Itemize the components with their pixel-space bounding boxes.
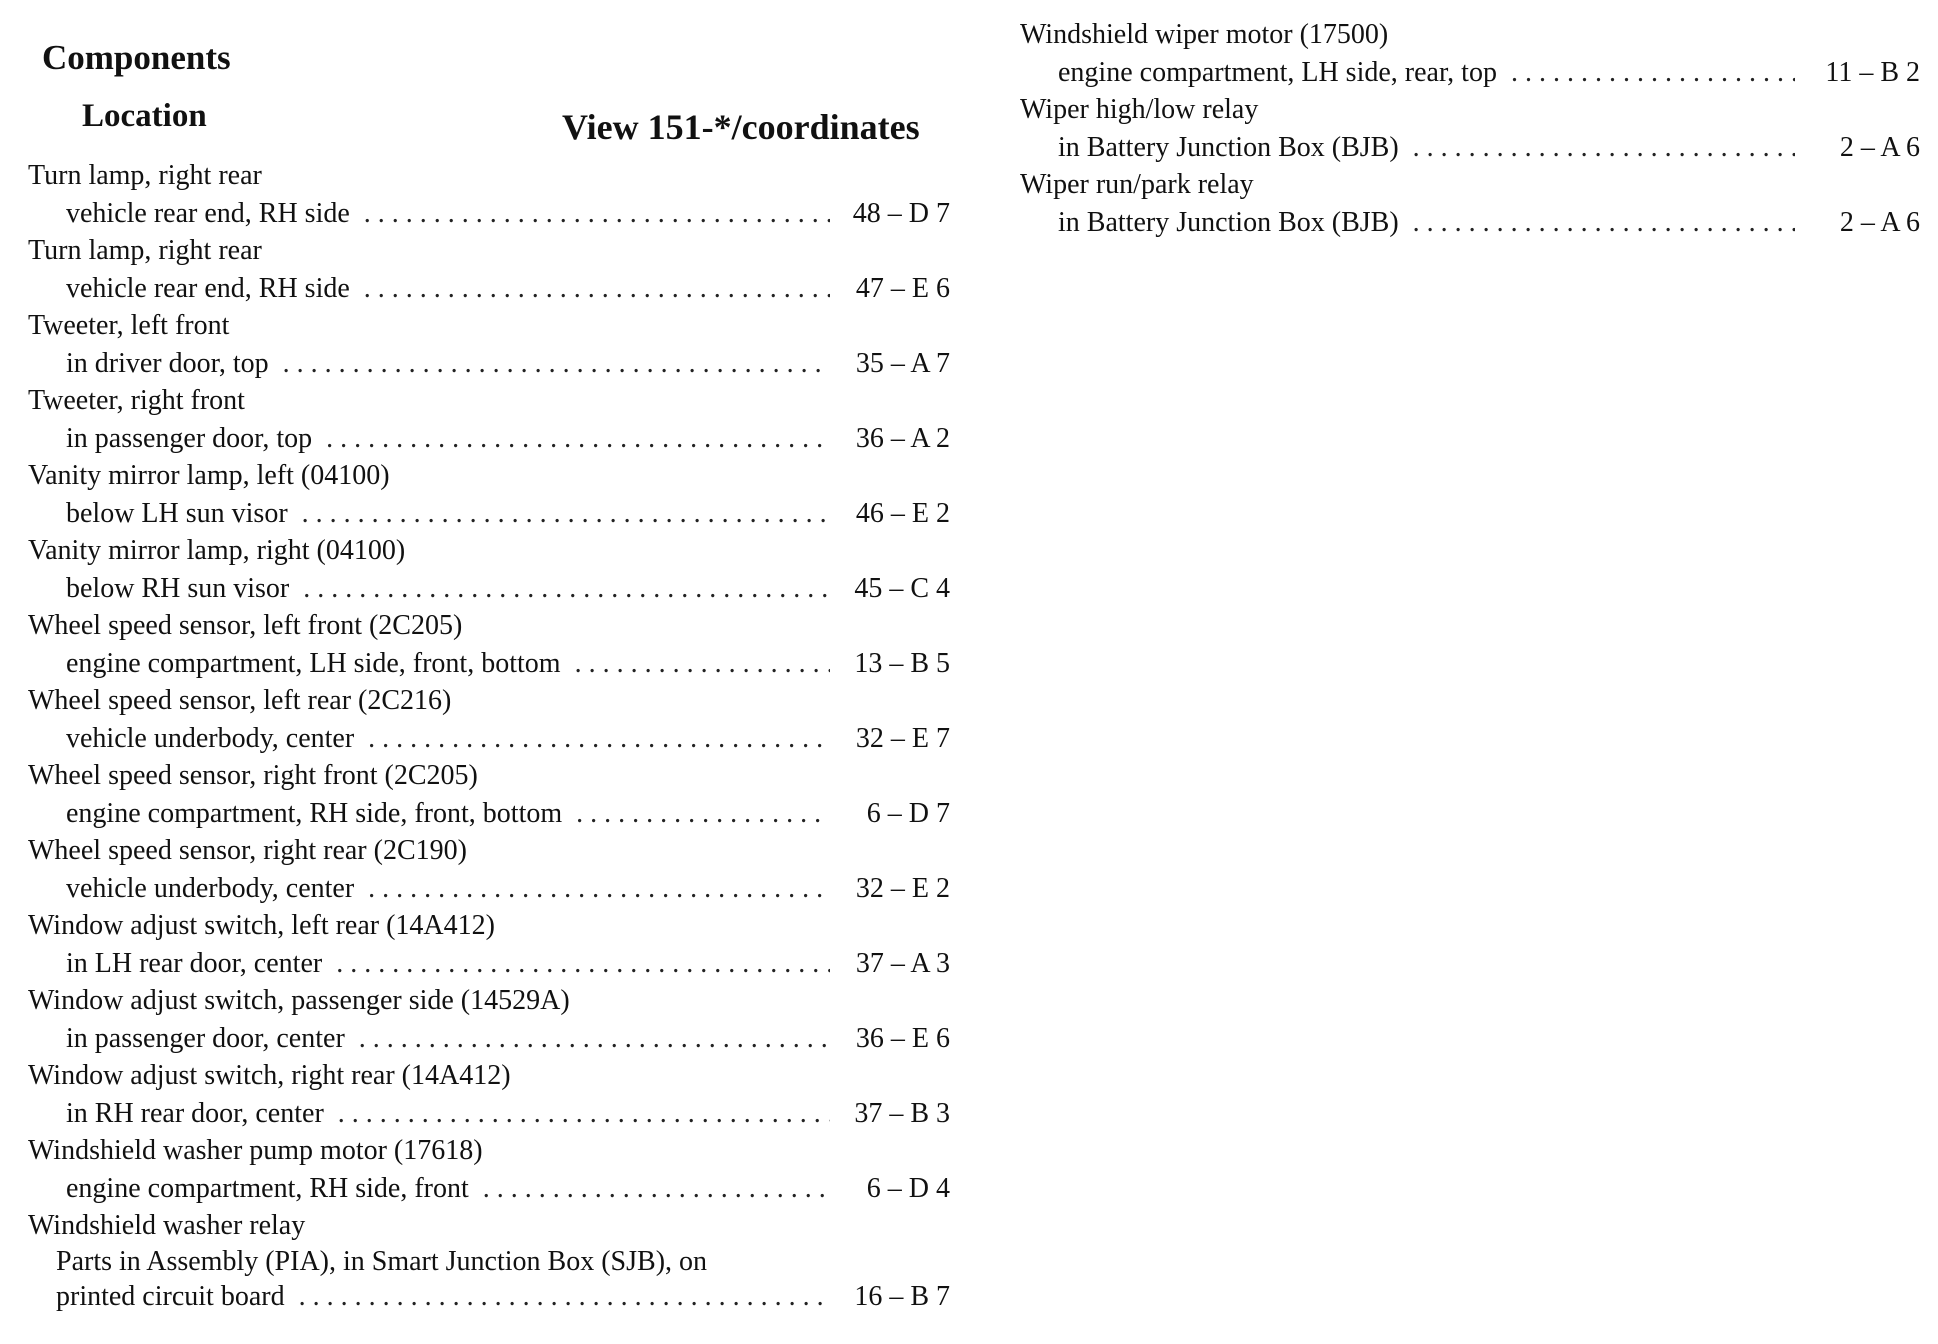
- location-description: in driver door, top: [66, 348, 269, 379]
- component-title: Wiper high/low relay: [1020, 94, 1259, 125]
- view-coordinate: 36 – A 2: [855, 423, 950, 454]
- component-title: Wheel speed sensor, left rear (2C216): [28, 685, 452, 716]
- component-title: Windshield washer pump motor (17618): [28, 1135, 483, 1166]
- location-line: [28, 570, 950, 607]
- dot-leader: [283, 345, 830, 382]
- component-entry: [1020, 91, 1920, 166]
- dot-leader: [1413, 129, 1795, 166]
- location-description: engine compartment, RH side, front: [66, 1173, 469, 1204]
- dot-leader: [359, 1020, 830, 1057]
- component-title: Turn lamp, right rear: [28, 160, 262, 191]
- component-title: Window adjust switch, passenger side (14529A): [28, 985, 570, 1016]
- component-entry: [28, 832, 950, 907]
- left-column: [28, 157, 950, 1315]
- location-description: in passenger door, center: [66, 1023, 345, 1054]
- component-entry: [28, 1057, 950, 1132]
- component-title: Wheel speed sensor, right rear (2C190): [28, 835, 467, 866]
- dot-leader: [368, 720, 830, 757]
- view-coordinate: 35 – A 7: [855, 348, 950, 379]
- location-line: [28, 195, 950, 232]
- component-title: Window adjust switch, right rear (14A412): [28, 1060, 511, 1091]
- component-entry: [28, 232, 950, 307]
- view-coordinate: 45 – C 4: [854, 573, 950, 604]
- dot-leader: [1413, 204, 1795, 241]
- component-entry: [28, 382, 950, 457]
- component-entry: [28, 307, 950, 382]
- location-description: engine compartment, RH side, front, bottom: [66, 798, 563, 829]
- view-coordinate: 32 – E 2: [855, 873, 950, 904]
- location-description: in RH rear door, center: [66, 1098, 324, 1129]
- component-entry: [28, 532, 950, 607]
- location-description: below LH sun visor: [66, 498, 288, 529]
- location-line: [28, 1020, 950, 1057]
- view-coordinate: 47 – E 6: [855, 273, 950, 304]
- location-description: printed circuit board: [56, 1281, 285, 1312]
- location-line: [28, 270, 950, 307]
- right-column: [1020, 16, 1920, 241]
- view-coordinate: 46 – E 2: [855, 498, 950, 529]
- view-coordinate: 13 – B 5: [854, 648, 950, 679]
- dot-leader: [483, 1170, 830, 1207]
- dot-leader: [336, 945, 830, 982]
- location-heading: Location: [82, 98, 207, 134]
- component-entry: [28, 457, 950, 532]
- component-title: Tweeter, left front: [28, 310, 230, 341]
- location-description: below RH sun visor: [66, 573, 290, 604]
- view-coordinate: 37 – A 3: [855, 948, 950, 979]
- component-entry: [1020, 16, 1920, 91]
- location-line: [28, 1095, 950, 1132]
- location-line: [1020, 54, 1920, 91]
- component-title: Vanity mirror lamp, right (04100): [28, 535, 406, 566]
- dot-leader: [364, 195, 830, 232]
- view-coordinate: 2 – A 6: [1839, 207, 1920, 238]
- location-description: vehicle rear end, RH side: [66, 273, 350, 304]
- location-line: [28, 345, 950, 382]
- view-coordinate: 48 – D 7: [852, 198, 950, 229]
- location-description: vehicle underbody, center: [66, 873, 355, 904]
- dot-leader: [338, 1095, 830, 1132]
- view-coordinates-heading: View 151-*/coordinates: [562, 107, 920, 147]
- location-line: [28, 945, 950, 982]
- location-line: [28, 795, 950, 832]
- component-entry: [1020, 166, 1920, 241]
- location-line: [28, 870, 950, 907]
- component-entry: [28, 682, 950, 757]
- dot-leader: [302, 495, 830, 532]
- component-title: Wheel speed sensor, left front (2C205): [28, 610, 463, 641]
- view-coordinate: 36 – E 6: [855, 1023, 950, 1054]
- location-description: in Battery Junction Box (BJB): [1058, 207, 1399, 238]
- view-coordinate: 11 – B 2: [1825, 57, 1920, 88]
- dot-leader: [364, 270, 830, 307]
- component-entry: [28, 1207, 950, 1315]
- location-line: [1020, 204, 1920, 241]
- location-line: [28, 720, 950, 757]
- location-description: vehicle underbody, center: [66, 723, 355, 754]
- dot-leader: [299, 1278, 830, 1315]
- dot-leader: [576, 795, 830, 832]
- component-entry: [28, 157, 950, 232]
- view-coordinate: 37 – B 3: [854, 1098, 950, 1129]
- component-title: Tweeter, right front: [28, 385, 245, 416]
- component-title: Windshield washer relay: [28, 1210, 306, 1241]
- component-entry: [28, 907, 950, 982]
- location-line: [28, 1245, 950, 1278]
- view-coordinate: 6 – D 7: [866, 798, 950, 829]
- component-entry: [28, 982, 950, 1057]
- location-description: in Battery Junction Box (BJB): [1058, 132, 1399, 163]
- dot-leader: [303, 570, 830, 607]
- location-line: [28, 495, 950, 532]
- dot-leader: [368, 870, 830, 907]
- component-entry: [28, 1132, 950, 1207]
- location-description: in passenger door, top: [66, 423, 313, 454]
- view-coordinate: 6 – D 4: [866, 1173, 950, 1204]
- component-title: Window adjust switch, left rear (14A412): [28, 910, 495, 941]
- view-coordinate: 32 – E 7: [855, 723, 950, 754]
- component-title: Wiper run/park relay: [1020, 169, 1254, 200]
- component-title: Turn lamp, right rear: [28, 235, 262, 266]
- location-line: [28, 645, 950, 682]
- view-coordinate: 2 – A 6: [1839, 132, 1920, 163]
- dot-leader: [326, 420, 830, 457]
- dot-leader: [1511, 54, 1795, 91]
- location-line: [28, 1278, 950, 1315]
- view-coordinate: 16 – B 7: [854, 1281, 950, 1312]
- section-heading: Components: [42, 38, 231, 77]
- component-title: Windshield wiper motor (17500): [1020, 19, 1389, 50]
- component-entry: [28, 757, 950, 832]
- location-line: [28, 420, 950, 457]
- location-description: Parts in Assembly (PIA), in Smart Junction Box (SJB), on: [56, 1246, 708, 1277]
- component-title: Vanity mirror lamp, left (04100): [28, 460, 390, 491]
- location-line: [1020, 129, 1920, 166]
- location-line: [28, 1170, 950, 1207]
- dot-leader: [575, 645, 830, 682]
- component-entry: [28, 607, 950, 682]
- location-description: engine compartment, LH side, front, bottom: [66, 648, 561, 679]
- location-description: engine compartment, LH side, rear, top: [1058, 57, 1497, 88]
- location-description: in LH rear door, center: [66, 948, 323, 979]
- location-description: vehicle rear end, RH side: [66, 198, 350, 229]
- component-title: Wheel speed sensor, right front (2C205): [28, 760, 478, 791]
